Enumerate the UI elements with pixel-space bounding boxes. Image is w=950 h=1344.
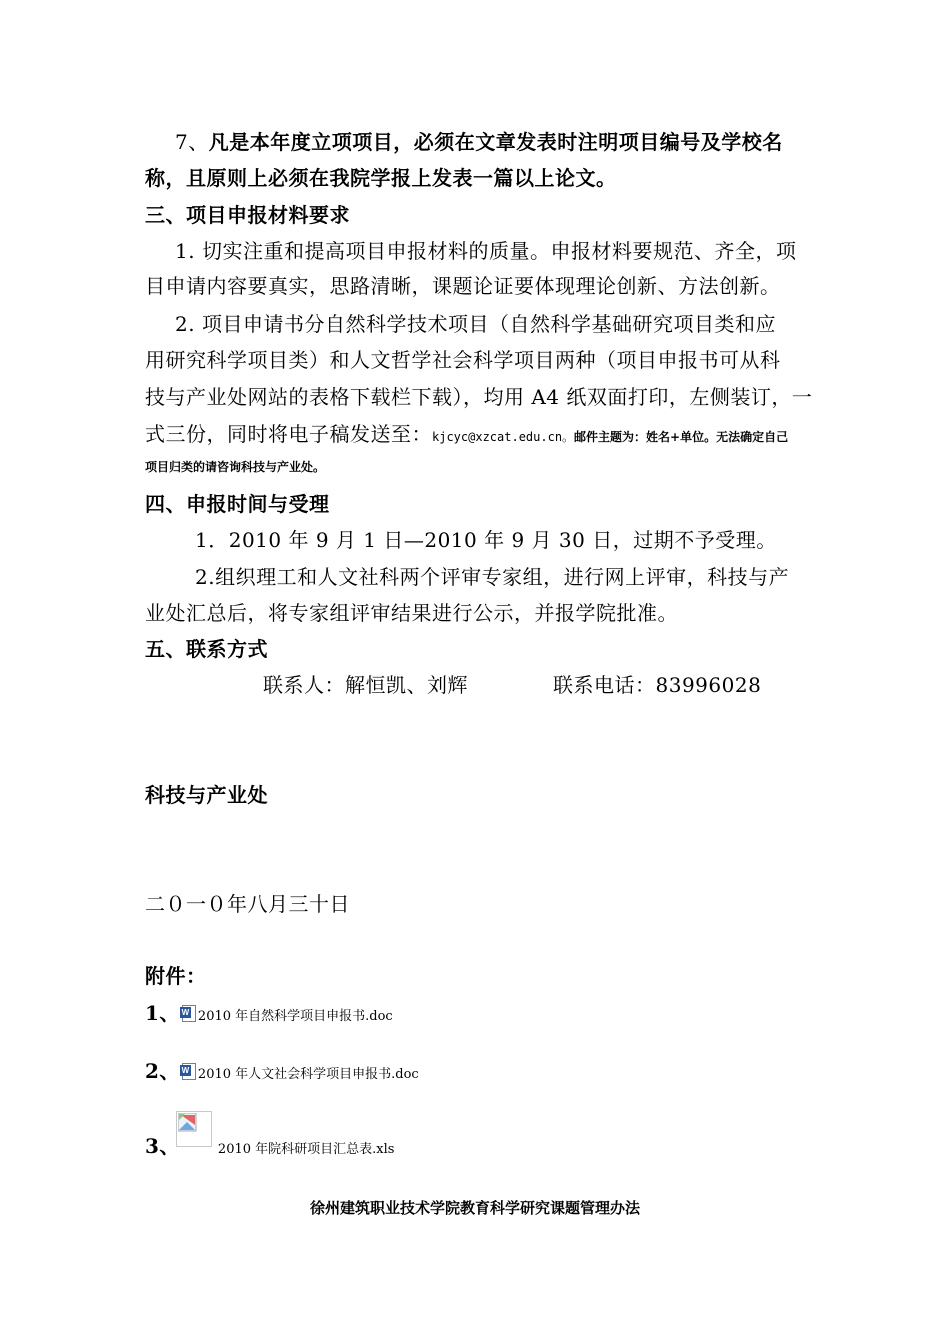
- section3-p2-line4-end: 邮件主题为：姓名+单位。无法确定自己: [574, 430, 789, 444]
- section3-p2-line4: [145, 418, 788, 447]
- item7-line2: 称，且原则上必须在我院学报上发表一篇以上论文。: [145, 166, 617, 190]
- attachment-number: 3、: [145, 1134, 180, 1158]
- section3-p2-line3: 技与产业处网站的表格下载栏下载），均用 A4 纸双面打印，左侧装订，一: [145, 385, 813, 409]
- section3-p2-line5: 项目归类的请咨询科技与产业处。: [145, 460, 326, 474]
- item7-text: 凡是本年度立项项目，必须在文章发表时注明项目编号及学校名: [208, 130, 783, 154]
- section3-p1-line2: 目申请内容要真实，思路清晰，课题论证要体现理论创新、方法创新。: [145, 274, 781, 298]
- section3-p2-line1: 2. 项目申请书分自然科学技术项目（自然科学基础研究项目类和应: [175, 312, 776, 336]
- attachment-item-3[interactable]: [145, 1130, 394, 1159]
- section3-heading: 三、项目申报材料要求: [145, 203, 350, 227]
- issuing-office: 科技与产业处: [145, 783, 268, 807]
- attachment-link[interactable]: 2010 年院科研项目汇总表.xls: [217, 1142, 395, 1157]
- attachment-number: 2、: [145, 1059, 180, 1083]
- word-doc-icon[interactable]: W: [180, 1005, 197, 1022]
- attachment-link[interactable]: 2010 年自然科学项目申报书.doc: [197, 1009, 393, 1024]
- attachment-number: 1、: [145, 1001, 180, 1025]
- section4-p2-line1: 2.组织理工和人文社科两个评审专家组，进行网上评审，科技与产: [195, 565, 790, 589]
- word-doc-icon[interactable]: W: [180, 1063, 197, 1080]
- email-address: kjcyc@xzcat.edu.cn。: [432, 430, 575, 444]
- section5-heading: 五、联系方式: [145, 637, 268, 661]
- attachments-label: 附件：: [145, 964, 207, 988]
- attachment-item-1[interactable]: [145, 997, 393, 1026]
- next-document-title: 徐州建筑职业技术学院教育科学研究课题管理办法: [309, 1199, 640, 1217]
- section3-p1-line1: 1. 切实注重和提高项目申报材料的质量。申报材料要规范、齐全，项: [175, 239, 797, 263]
- attachment-item-2[interactable]: [145, 1055, 419, 1084]
- section4-p2-line2: 业处汇总后，将专家组评审结果进行公示，并报学院批准。: [145, 601, 678, 625]
- section3-p2-line2: 用研究科学项目类）和人文哲学社会科学项目两种（项目申报书可从科: [145, 348, 781, 372]
- section4-p1: 1．2010 年 9 月 1 日—2010 年 9 月 30 日，过期不予受理。: [195, 528, 777, 552]
- issue-date: 二０一０年八月三十日: [145, 892, 350, 916]
- item7-line1: [175, 126, 783, 155]
- contact-person: 联系人：解恒凯、刘辉: [263, 673, 468, 697]
- section4-heading: 四、申报时间与受理: [145, 492, 330, 516]
- item7-number: 7、: [175, 130, 209, 154]
- section3-p2-line4-start: 式三份，同时将电子稿发送至：: [145, 422, 432, 446]
- attachment-link[interactable]: 2010 年人文社会科学项目申报书.doc: [197, 1067, 419, 1082]
- contact-phone: 联系电话：83996028: [553, 673, 762, 697]
